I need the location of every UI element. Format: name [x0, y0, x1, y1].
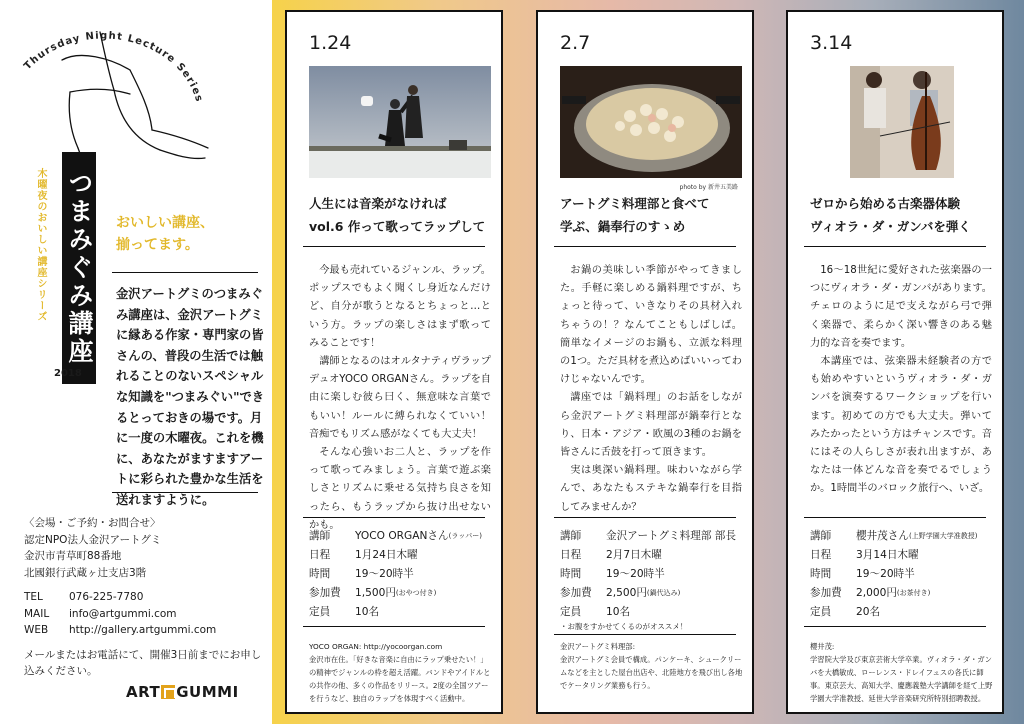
info-key: 時間	[810, 568, 832, 580]
profile-title: 櫻井茂:	[810, 642, 835, 651]
info-value: 1,500円	[355, 587, 396, 599]
mail-label: MAIL	[24, 607, 50, 620]
description-paragraph: 実は奥深い鍋料理。味わいながら学んで、あなたもステキな鍋奉行を目指してみませんか？	[560, 465, 742, 513]
profile-text: 学習院大学及び東京芸術大学卒業。ヴィオラ・ダ・ガンバを大橋敏成、ローレンス・ドレイフュスの各氏に師事。東京芸大、高知大学、慶應義塾大学講師を経て上野学園大学准教授、延世大学音楽研究所特別招聘教授。	[810, 655, 993, 703]
tagline-line-1: おいしい講座、	[116, 215, 214, 231]
description-paragraph: 16〜18世紀に愛好された弦楽器の一つにヴィオラ・ダ・ガンバがあります。チェロのように足で支えながら弓で弾く楽器で、柔らかく深い響きのある魅力的な音を奏でます。	[810, 265, 992, 349]
mail-row	[24, 606, 268, 623]
lecturer-profile	[309, 640, 493, 705]
event-title-line-1: ゼロから始める古楽器体験	[810, 196, 961, 211]
divider	[804, 246, 986, 247]
description-paragraph: 講座では「鍋料理」のお話をしながら金沢アートグミ料理部が鍋奉行となり、日本・アジア・欧風の3種のお鍋を皆さんに舌鼓を打って頂きます。	[560, 392, 742, 459]
description-paragraph: 講師となるのはオルタナティヴラップデュオYOCO ORGANさん。ラップを自由に楽しむ彼ら曰く、無意味な言葉でもいい！ルールに縛られなくていい！音痴でもリズム感がなくても大丈夫！	[309, 356, 491, 440]
event-date: 1.24	[309, 32, 352, 54]
info-key: 定員	[810, 606, 832, 618]
description-paragraph: お鍋の美味しい季節がやってきました。手軽に楽しめる鍋料理ですが、ちょっと待って、いきなりその具材入れちゃうの！？なんてこともしばしば。簡単なイメージのお鍋も、立派な料理の1つ。ただ具材を煮込めばいいってわけじゃないんです。	[560, 265, 742, 386]
address-line-1: 金沢市青草町88番地	[24, 550, 122, 562]
intro-text: 金沢アートグミのつまみぐみ講座は、金沢アートグミに縁ある作家・専門家の皆さんの、普段の生活では触れることのないスペシャルな知識を"つまみぐい"できるとっておきの場です。月に一度の木曜夜。これを機に、あなたがますますアートに彩られた豊かな生活を送れますように。	[116, 287, 265, 507]
event-photo-viola-da-gamba	[850, 66, 954, 178]
info-row-lecturer	[309, 527, 495, 546]
event-title	[560, 192, 750, 238]
artgummi-logo	[126, 683, 239, 701]
logo-mark-icon	[161, 685, 175, 699]
event-title-line-2: ヴィオラ・ダ・ガンバを弾く	[810, 219, 971, 234]
divider	[554, 246, 736, 247]
info-value: 10名	[355, 606, 380, 618]
info-row-time	[810, 565, 996, 584]
info-value: 10名	[606, 606, 631, 618]
info-row-time	[560, 565, 746, 584]
photo-caption: photo by 新井五美路	[679, 184, 738, 191]
info-sub: (鍋代込み)	[646, 589, 681, 597]
logo-text-left: ART	[126, 683, 161, 701]
divider	[554, 634, 736, 635]
info-value: 19〜20時半	[856, 568, 915, 580]
divider	[303, 517, 485, 518]
mail-link[interactable]: info@artgummi.com	[69, 607, 177, 620]
profile-title[interactable]: YOCO ORGAN: http://yocoorgan.com	[309, 642, 443, 651]
divider	[303, 246, 485, 247]
info-row-capacity	[309, 603, 495, 622]
event-description	[810, 262, 992, 499]
event-info-table	[309, 527, 495, 622]
event-title-line-1: 人生には音楽がなければ	[309, 196, 447, 211]
info-value: 20名	[856, 606, 881, 618]
info-row-lecturer	[560, 527, 746, 546]
description-paragraph: そんな心強いお二人と、ラップを作って歌ってみましょう。言葉で遊ぶ楽しさとリズムに乗せる気持ち良さを知ったら、もうラップから抜け出せないかも。	[309, 447, 491, 531]
subtitle-vertical: 木曜夜のおいしい講座シリーズ	[35, 168, 46, 322]
event-card-1	[285, 10, 503, 714]
info-key: 参加費	[810, 587, 842, 599]
info-sub: (ラッパー)	[448, 532, 482, 540]
info-value: 1月24日木曜	[355, 549, 418, 561]
event-note: ・お腹をすかせてくるのがオススメ！	[560, 622, 688, 631]
info-key: 定員	[560, 606, 582, 618]
tagline-line-2: 揃ってます。	[116, 237, 199, 253]
org-name: 認定NPO法人金沢アートグミ	[24, 533, 162, 546]
info-sub: (上野学園大学准教授)	[908, 532, 978, 540]
web-link[interactable]: http://gallery.artgummi.com	[69, 624, 217, 636]
info-key: 参加費	[560, 587, 592, 599]
info-value: 2,000円	[856, 587, 897, 599]
info-key: 講師	[810, 530, 832, 542]
info-key: 定員	[309, 606, 331, 618]
event-card-2	[536, 10, 754, 714]
divider	[112, 272, 258, 273]
event-info-table	[810, 527, 996, 622]
event-info-table	[560, 527, 746, 622]
info-row-fee	[810, 584, 996, 603]
divider	[554, 517, 736, 518]
logo-text-right: GUMMI	[176, 683, 239, 701]
event-date: 3.14	[810, 32, 853, 54]
info-value: 2,500円	[606, 587, 647, 599]
info-key: 日程	[810, 549, 832, 561]
contact-block	[24, 515, 268, 680]
info-key: 講師	[309, 530, 331, 542]
info-value: 3月14日木曜	[856, 549, 919, 561]
address-line-2: 北國銀行武蔵ヶ辻支店3階	[24, 566, 147, 579]
divider	[112, 492, 258, 493]
info-value: YOCO ORGANさん	[355, 530, 449, 542]
info-row-capacity	[810, 603, 996, 622]
info-row-time	[309, 565, 495, 584]
event-title-line-2: 学ぶ、鍋奉行のすゝめ	[560, 219, 686, 234]
apply-note: メールまたはお電話にて、開催3日前までにお申し込みください。	[24, 648, 262, 677]
info-row-lecturer	[810, 527, 996, 546]
info-sub: (お茶付き)	[896, 589, 931, 597]
info-value: 19〜20時半	[606, 568, 665, 580]
info-value: 19〜20時半	[355, 568, 414, 580]
lecturer-profile	[560, 640, 744, 692]
web-row	[24, 622, 268, 639]
info-key: 参加費	[309, 587, 341, 599]
description-paragraph: 本講座では、弦楽器未経験者の方でも始めやすいというヴィオラ・ダ・ガンバを演奏するワークショップを行います。初めての方でも大丈夫。弾いてみたかったという方はチャンスです。音にはその人らしさが表れ出ますが、あなたは一体どんな音を奏でるでしょうか。1時間半のバロック旅行へ、いざ。	[810, 356, 992, 495]
profile-text: 金沢アートグミ会員で構成。パンケーキ、シュークリームなどを主とした屋台出店や、北陸地方を飛び出し各地でケータリング業務も行う。	[560, 655, 743, 690]
info-value: 櫻井茂さん	[856, 530, 909, 542]
divider	[303, 626, 485, 627]
info-key: 時間	[309, 568, 331, 580]
divider	[804, 626, 986, 627]
web-label: WEB	[24, 624, 49, 636]
lecturer-profile	[810, 640, 994, 705]
series-en: Thursday Night Lecture Series	[22, 30, 205, 104]
page-title: つまみぐみ講座	[62, 152, 96, 384]
tel-label: TEL	[24, 591, 43, 603]
event-photo-rappers	[309, 66, 491, 178]
event-title	[309, 192, 499, 238]
profile-title: 金沢アートグミ料理部:	[560, 642, 636, 651]
contact-heading: 〈会場・ご予約・お問合せ〉	[24, 517, 161, 529]
info-row-date	[309, 546, 495, 565]
event-title	[810, 192, 1000, 238]
info-row-date	[810, 546, 996, 565]
profile-text: 金沢市在住。「好きな音楽に自由にラップ乗せたい！」の精神でジャンルの枠を超え活躍。バンドやアイドルとの共作の他、多くの作品をリリース。2度の全国ツアーを行うなど、独自のラップを体現すべく活動中。	[309, 655, 491, 703]
info-value: 金沢アートグミ料理部 部長	[606, 530, 736, 542]
description-paragraph: 今最も売れているジャンル、ラップ。ポップスでもよく聞くし身近なんだけど、自分が歌うとなるとちょっと…という方。ラップの楽しさはまず歌ってみることです！	[309, 265, 491, 349]
info-row-fee	[560, 584, 746, 603]
info-row-fee	[309, 584, 495, 603]
tel-row	[24, 589, 268, 606]
tel-value[interactable]: 076-225-7780	[69, 591, 144, 603]
info-key: 日程	[560, 549, 582, 561]
event-photo-hotpot	[560, 66, 742, 178]
left-panel	[0, 0, 272, 724]
info-key: 日程	[309, 549, 331, 561]
info-row-date	[560, 546, 746, 565]
info-sub: (おやつ付き)	[395, 589, 437, 597]
event-title-line-1: アートグミ料理部と食べて	[560, 196, 710, 211]
tagline	[116, 212, 272, 256]
info-row-capacity	[560, 603, 746, 622]
event-card-3	[786, 10, 1004, 714]
info-key: 講師	[560, 530, 582, 542]
info-value: 2月7日木曜	[606, 549, 662, 561]
event-description	[560, 262, 742, 517]
info-key: 時間	[560, 568, 582, 580]
event-description	[309, 262, 491, 535]
divider	[804, 517, 986, 518]
event-date: 2.7	[560, 32, 591, 54]
year: 2018	[54, 368, 82, 379]
event-title-line-2: vol.6 作って歌ってラップして	[309, 219, 486, 234]
